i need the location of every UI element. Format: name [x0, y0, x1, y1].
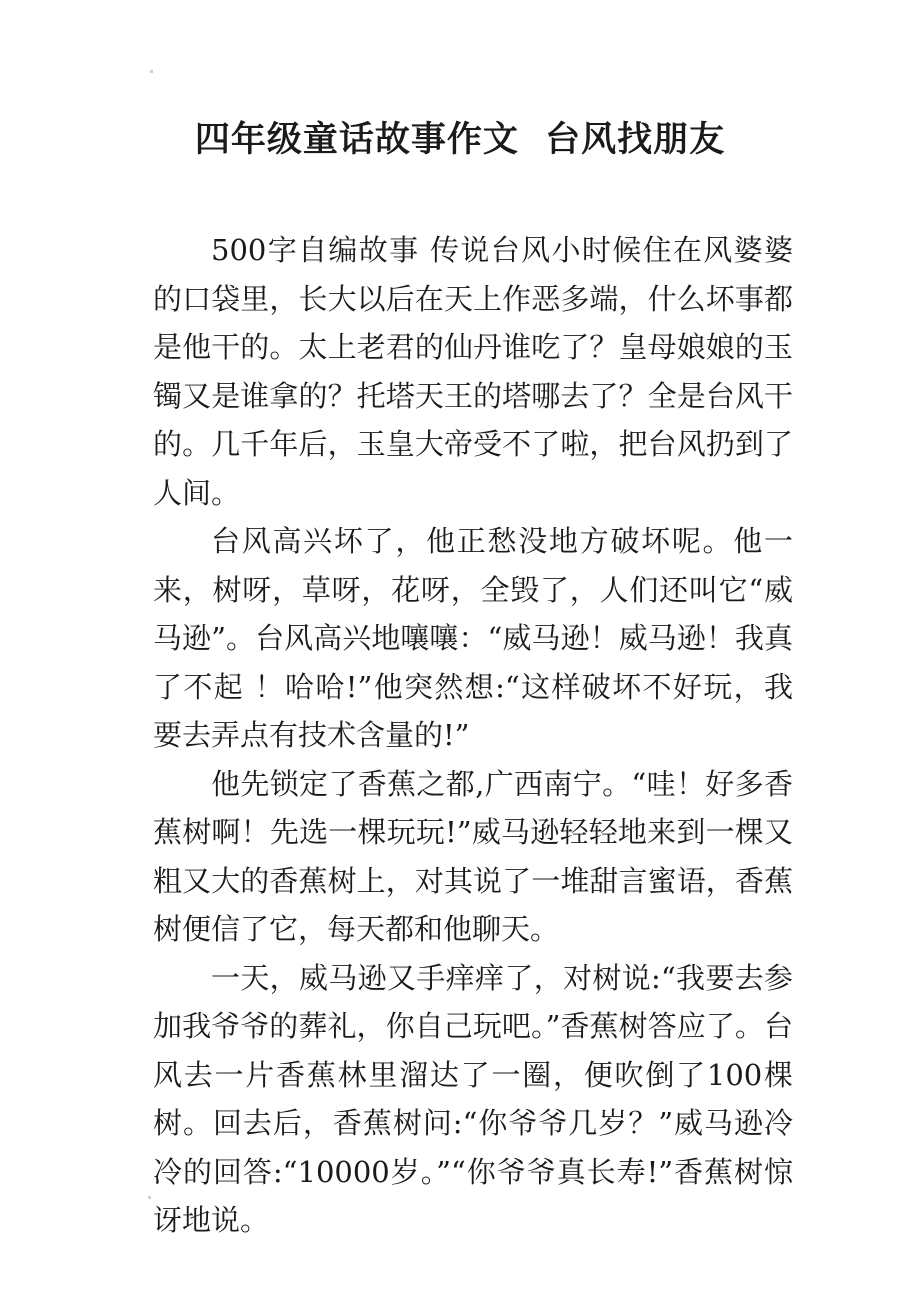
paragraph-4: 一天，威马逊又手痒痒了，对树说:“我要去参加我爷爷的葬礼，你自己玩吧。”香蕉树答应了。台风去一片香蕉林里溜达了一圈，便吹倒了100棵树。回去后，香蕉树问:“你爷爷几岁？”威马逊冷冷的回答:“10000岁。”“你爷爷真长寿!”香蕉树惊讶地说。 — [153, 960, 793, 1237]
scan-speck — [150, 70, 153, 73]
document-body — [153, 226, 793, 1245]
document-title: 四年级童话故事作文 台风找朋友 — [194, 120, 726, 160]
scan-speck — [148, 1196, 151, 1199]
paragraph-2: 台风高兴坏了，他正愁没地方破坏呢。他一来，树呀，草呀，花呀，全毁了，人们还叫它“威马逊”。台风高兴地嚷嚷：“威马逊！威马逊！我真了不起 ！哈哈!”他突然想:“这样破坏不好玩，我要去弄点有技术含量的!” — [153, 524, 793, 752]
paragraph-3: 他先锁定了香蕉之都,广西南宁。“哇！好多香蕉树啊！先选一棵玩玩!”威马逊轻轻地来到一棵又粗又大的香蕉树上，对其说了一堆甜言蜜语，香蕉树便信了它，每天都和他聊天。 — [153, 766, 793, 946]
paragraph-1: 500字自编故事 传说台风小时候住在风婆婆的口袋里，长大以后在天上作恶多端，什么坏事都是他干的。太上老君的仙丹谁吃了？皇母娘娘的玉镯又是谁拿的？托塔天王的塔哪去了？全是台风干的。几千年后，玉皇大帝受不了啦，把台风扔到了人间。 — [153, 233, 793, 510]
